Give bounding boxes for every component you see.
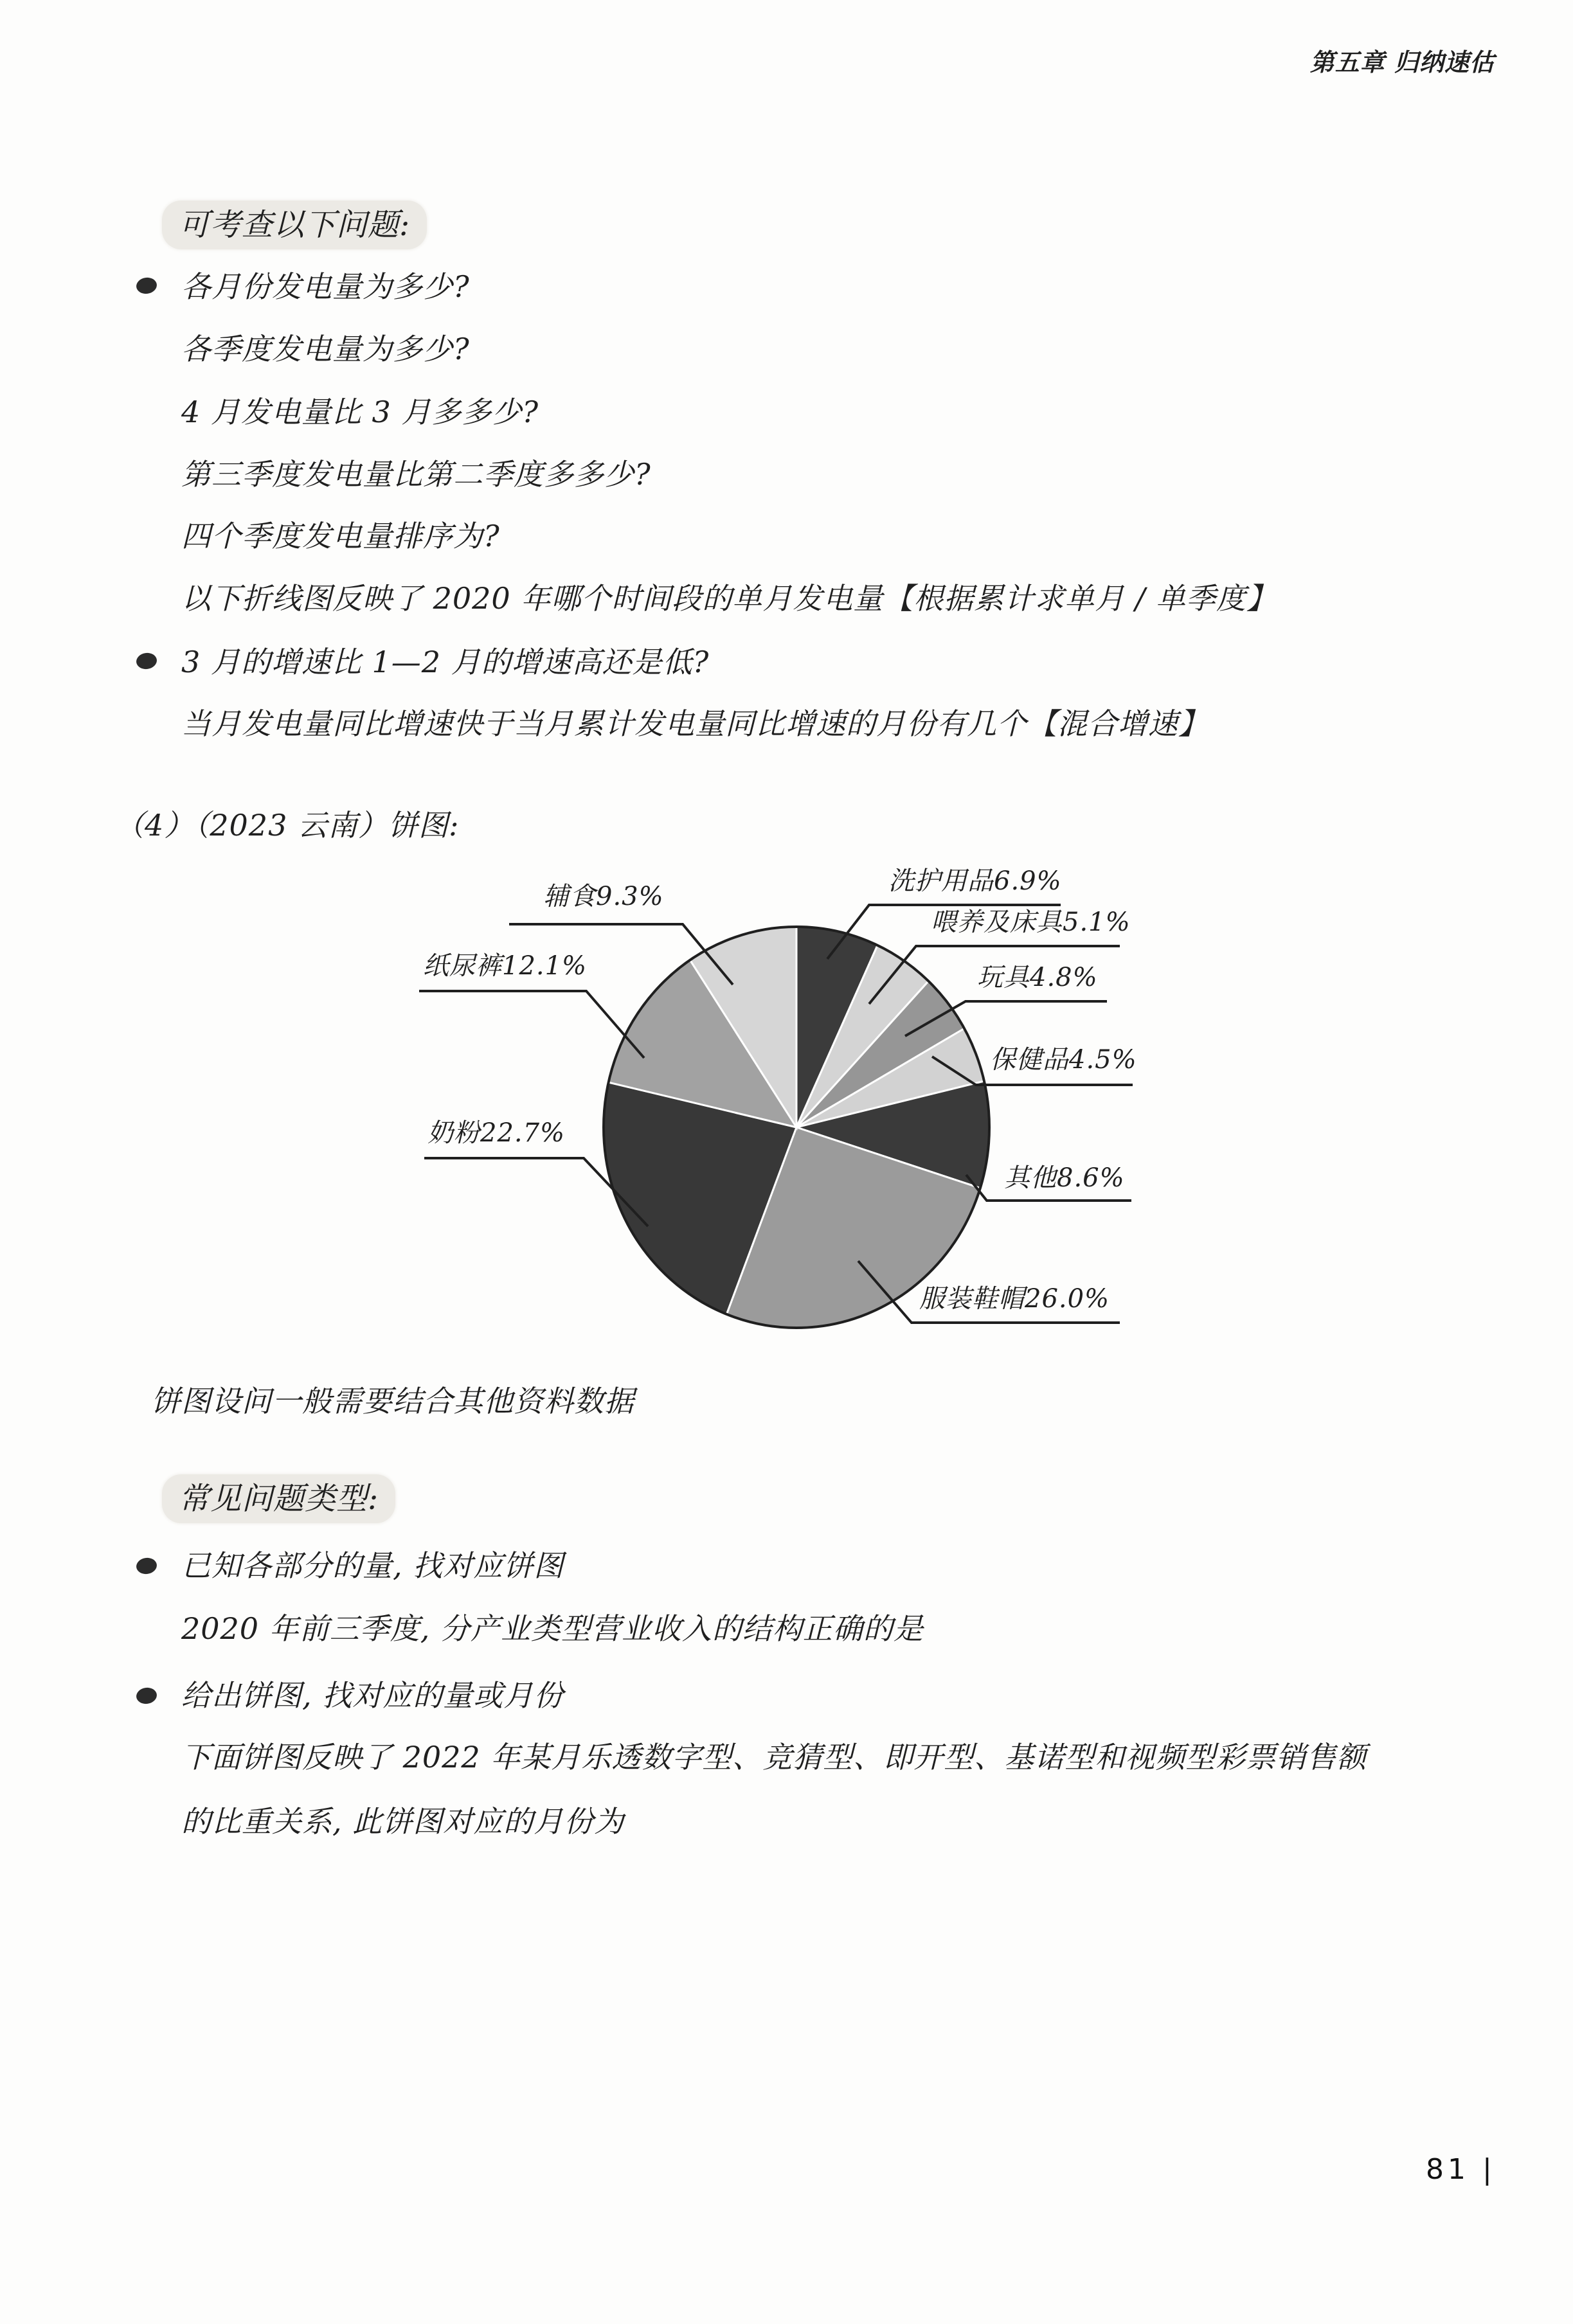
note-line: 饼图设问一般需要结合其他资料数据 xyxy=(151,1384,634,1418)
pie-label-feeding: 喂养及床具5.1% xyxy=(931,907,1131,937)
pie-label-other: 其他8.6% xyxy=(1004,1163,1125,1193)
question-line: 3 月的增速比 1—2 月的增速高还是低? xyxy=(181,645,710,679)
pie-slices xyxy=(604,927,989,1328)
question-line: 各季度发电量为多少? xyxy=(181,332,470,366)
pie-leader-line xyxy=(419,991,644,1058)
pie-label-toys: 玩具4.8% xyxy=(977,963,1098,992)
pie-label-milkpowder: 奶粉22.7% xyxy=(427,1118,566,1148)
question-line: 四个季度发电量排序为? xyxy=(181,519,500,553)
question-line: 各月份发电量为多少? xyxy=(181,269,470,304)
question-line: 以下折线图反映了 2020 年哪个时间段的单月发电量【根据累计求单月 / 单季度】 xyxy=(181,581,1277,616)
bullet-icon xyxy=(135,1686,157,1705)
pie-label-healthcare: 保健品4.5% xyxy=(990,1045,1137,1075)
question-line: 2020 年前三季度, 分产业类型营业收入的结构正确的是 xyxy=(181,1611,924,1646)
question-line: 4 月发电量比 3 月多多少? xyxy=(181,395,539,429)
page-number: 81 | xyxy=(1426,2153,1496,2186)
pie-label-diapers: 纸尿裤12.1% xyxy=(423,951,588,981)
pie-label-babyfood: 辅食9.3% xyxy=(543,882,664,911)
bullet-icon xyxy=(135,652,157,670)
question-line: 给出饼图, 找对应的量或月份 xyxy=(181,1678,564,1713)
question-line: 的比重关系, 此饼图对应的月份为 xyxy=(181,1804,625,1839)
question-line: 当月发电量同比增速快于当月累计发电量同比增速的月份有几个【混合增速】 xyxy=(181,706,1209,741)
question-line: 第三季度发电量比第二季度多多少? xyxy=(181,457,651,492)
example-label: （4）（2023 云南）饼图: xyxy=(114,808,460,843)
bullet-icon xyxy=(135,276,157,295)
bullet-icon xyxy=(135,1557,157,1575)
question-line: 下面饼图反映了 2022 年某月乐透数字型、竞猜型、即开型、基诺型和视频型彩票销售额 xyxy=(181,1740,1367,1774)
pie-label-apparel: 服装鞋帽26.0% xyxy=(919,1284,1110,1314)
chapter-header: 第五章 归纳速估 xyxy=(1309,48,1495,76)
section1-heading: 可考查以下问题: xyxy=(162,201,427,249)
section2-heading: 常见问题类型: xyxy=(162,1474,395,1523)
pie-label-washcare: 洗护用品6.9% xyxy=(888,866,1062,896)
question-line: 已知各部分的量, 找对应饼图 xyxy=(181,1548,564,1583)
